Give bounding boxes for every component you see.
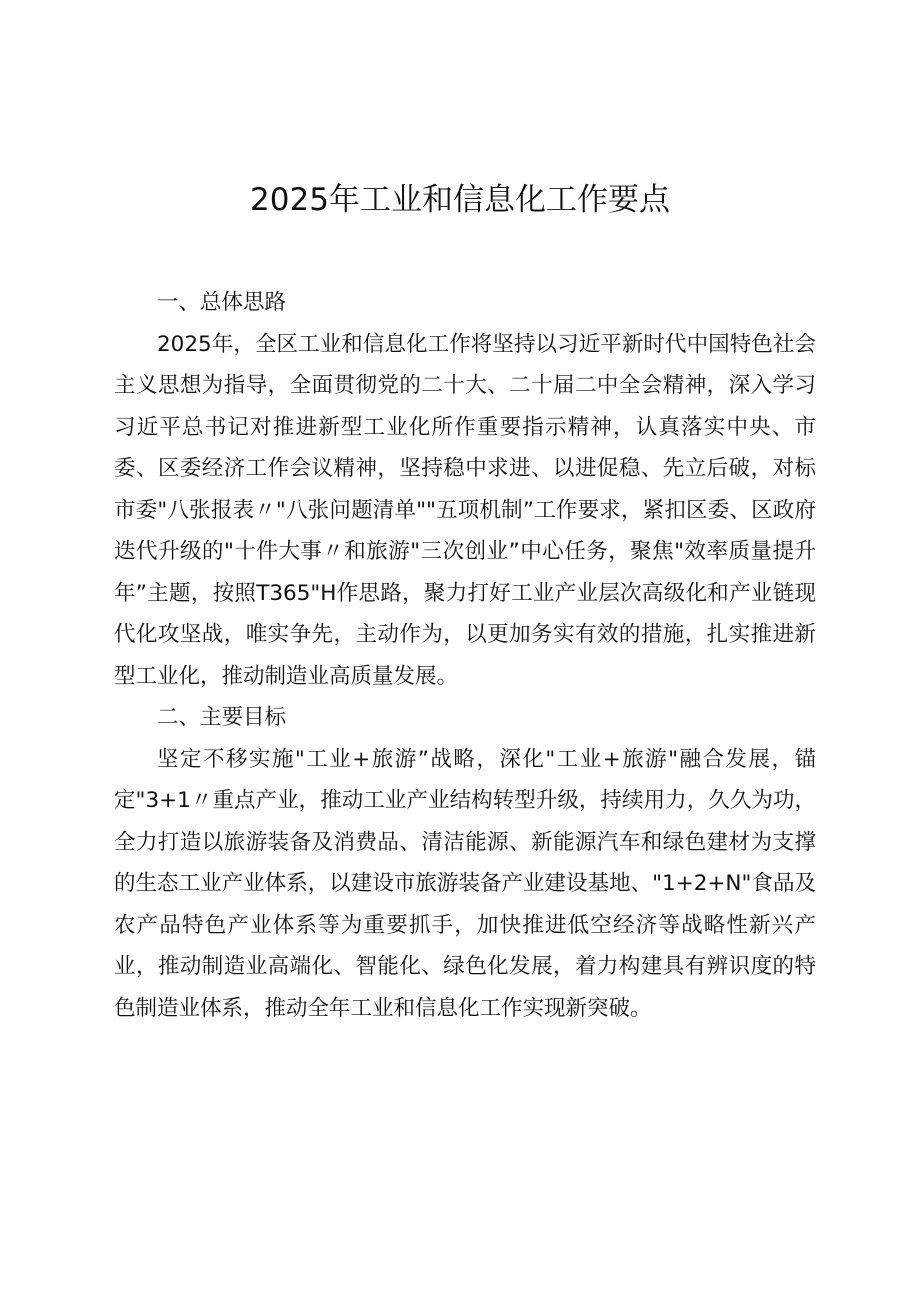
document-body [114, 282, 816, 1029]
section-heading-overall-approach: 一、总体思路 [157, 290, 287, 315]
document-title: 2025年工业和信息化工作要点 [250, 182, 670, 218]
section-heading-main-goals: 二、主要目标 [157, 705, 287, 730]
paragraph-main-goals: 坚定不移实施"工业+旅游”战略，深化"工业+旅游"融合发展，锚定"3+1〃重点产业，推动工业产业结构转型升级，持续用力，久久为功，全力打造以旅游装备及消费品、清洁能源、新能源汽车和绿色建材为支撑的生态工业产业体系，以建设市旅游装备产业建设基地、"1+2+N"食品及农产品特色产业体系等为重要抓手，加快推进低空经济等战略性新兴产业，推动制造业高端化、智能化、绿色化发展，着力构建具有辨识度的特色制造业体系，推动全年工业和信息化工作实现新突破。 [114, 746, 816, 1021]
paragraph-overall-approach: 2025年，全区工业和信息化工作将坚持以习近平新时代中国特色社会主义思想为指导，全面贯彻党的二十大、二十届二中全会精神，深入学习习近平总书记对推进新型工业化所作重要指示精神，认真落实中央、市委、区委经济工作会议精神，坚持稳中求进、以进促稳、先立后破，对标市委"八张报表〃"八张问题清单""五项机制”工作要求，紧扣区委、区政府迭代升级的"十件大事〃和旅游"三次创业”中心任务，聚焦"效率质量提升年”主题，按照T365"H作思路，聚力打好工业产业层次高级化和产业链现代化攻坚战，唯实争先，主动作为，以更加务实有效的措施，扎实推进新型工业化，推动制造业高质量发展。 [114, 331, 816, 689]
